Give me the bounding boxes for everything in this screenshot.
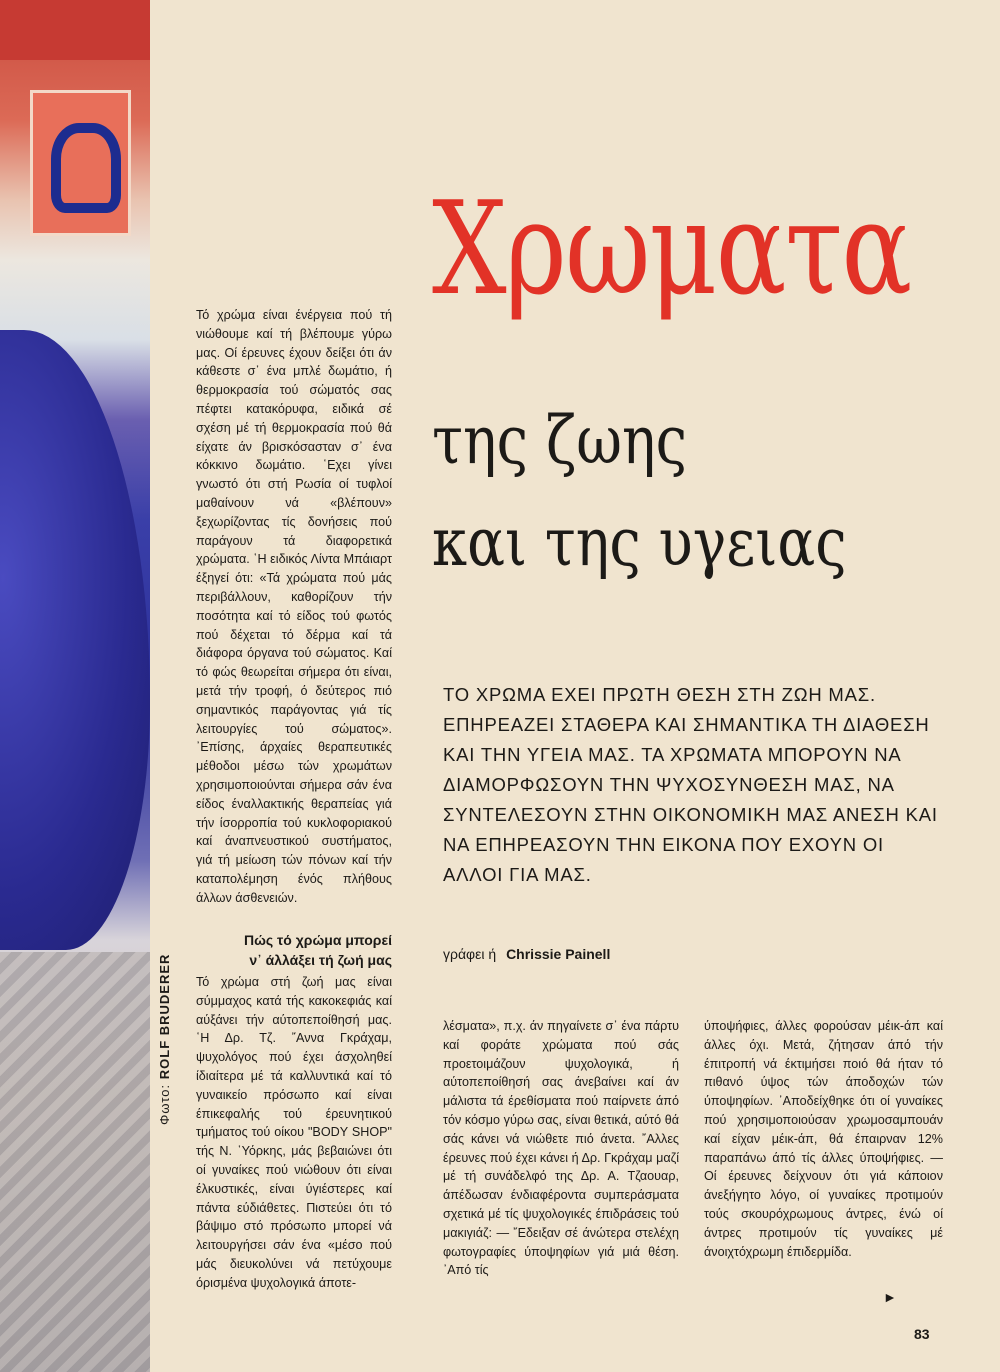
body-column-1b: Τό χρώμα στή ζωή μας είναι σύμμαχος κατά τής κακοκεφιάς καί αύξάνει τήν αύτοπεποίθησή μας. ῾Η Δρ. Τζ. ῎Αννα Γκράχαμ, ψυχολόγος πού έχει άσχοληθεί ίδιαίτερα μέ τά καλλυντικά καί τό γυναικείο πρόσωπο καί είναι έπικεφαλής τού έρευνητικού τμήματος τού οίκου "BODY SHOP" τής Ν. ῾Υόρκης, μάς βεβαιώνει ότι οί γυναίκες πού νιώθουν ότι είναι έλκυστικές, είναι ύγιέστερες καί πάντα εύδιάθετες. Πιστεύει ότι τό βάψιμο στό πρόσωπο μπορεί νά λειτουργήσει σάν ένα «μέσο πού μάς διευκολύνει νά πετύχουμε όρισμένα ψυχολογικά άποτε- (196, 975, 392, 1290)
photo-red-area (0, 0, 150, 60)
continue-arrow-icon: ► (883, 1289, 897, 1305)
photo-sign-mark (51, 123, 121, 213)
subhead-line1: Πώς τό χρώμα μπορεί (243, 932, 392, 948)
article-subtitle-line1: της ζωης (432, 402, 688, 479)
photo-sign (30, 90, 131, 236)
credit-prefix: Φωτο: (157, 1083, 172, 1125)
section-subhead (196, 930, 392, 970)
photo (0, 0, 150, 1372)
body-column-2: λέσματα», π.χ. άν πηγαίνετε σ᾿ ένα πάρτυ καί φοράτε χρώματα πού σάς προετοιμάζουν ψυχολογικά, ή αύτοπεποίθησή σας άνεβαίνει καί άν μάλιστα τά έρεθίσματα πού παίρνετε άπό τόν κόσμο γύρω σας, είναι θετικά, αύτό θά σάς κάνει νά νιώθετε πιό άνετα. ῎Αλλες έρευνες πού έχει κάνει ή Δρ. Γκράχαμ μαζί μέ τή συνάδελφό της Δρ. Α. Τζαουαρ, άπέδωσαν ένδιαφέροντα συμπεράσματα σχετικά μέ τίς ψυχολογικές έπιδράσεις τού μακιγιάζ: — ῎Εδειξαν σέ άνώτερα στελέχη φωτογραφίες ύποψηφίων γιά μιά θέση. ᾿Από τίς (443, 1019, 679, 1278)
photo-ground (0, 952, 150, 1372)
photo-blue-figure (0, 330, 150, 950)
body-column-3: ύποψήφιες, άλλες φορούσαν μέικ-άπ καί άλλες όχι. Μετά, ζήτησαν άπό τήν έπιτροπή νά έκτιμήσει ποιό θά ήταν τό πιθανό ύψος τών άποδοχών τών ύποψηφίων. ᾿Αποδείχθηκε ότι οί γυναίκες πού χρησιμοποιούσαν χρωμοσαμπουάν καί είχαν μέικ-άπ, θά έπαιρναν 12% παραπάνω άπό τίς άλλες ύποψήφιες. — Οί έρευνες δείχνουν ότι γιά κάποιον άνεξήγητο λόγο, οί γυναίκες προτιμούν τούς σκουρόχρωμους άντρες, ένώ οί άντρες προτιμούν τίς γυναίκες μέ άνοιχτόχρωμη έπιδερμίδα. (704, 1019, 943, 1259)
byline-prefix: γράφει ή (443, 946, 497, 962)
lead-paragraph: ΤΟ ΧΡΩΜΑ ΕΧΕΙ ΠΡΩΤΗ ΘΕΣΗ ΣΤΗ ΖΩΗ ΜΑΣ. ΕΠΗΡΕΑΖΕΙ ΣΤΑΘΕΡΑ ΚΑΙ ΣΗΜΑΝΤΙΚΑ ΤΗ ΔΙΑΘΕΣΗ ΚΑΙ ΤΗΝ ΥΓΕΙΑ ΜΑΣ. ΤΑ ΧΡΩΜΑΤΑ ΜΠΟΡΟΥΝ ΝΑ ΔΙΑΜΟΡΦΩΣΟΥΝ ΤΗΝ ΨΥΧΟΣΥΝΘΕΣΗ ΜΑΣ, ΝΑ ΣΥΝΤΕΛΕΣΟΥΝ ΣΤΗΝ ΟΙΚΟΝΟΜΙΚΗ ΜΑΣ ΑΝΕΣΗ ΚΑΙ ΝΑ ΕΠΗΡΕΑΣΟΥΝ ΤΗΝ ΕΙΚΟΝΑ ΠΟΥ ΕΧΟΥΝ ΟΙ ΑΛΛΟΙ ΓΙΑ ΜΑΣ. (443, 684, 938, 885)
body-column-1: Τό χρώμα είναι ένέργεια πού τή νιώθουμε καί τή βλέπουμε γύρω μας. Οί έρευνες έχουν δείξει ότι άν κάθεστε σ᾿ ένα μπλέ δωμάτιο, ή θερμοκρασία τού σώματός σας πέφτει κατακόρυφα, ειδικά σέ σχέση μέ τή θερμοκρασία πού θά είχατε άν βρισκόσασταν σ᾿ ένα κόκκινο δωμάτιο. ῾Εχει γίνει γνωστό ότι στή Ρωσία οί τυφλοί μαθαίνουν νά «βλέπουν» ξεχωρίζοντας τίς δονήσεις πού παράγουν τά διαφορετικά χρώματα. ῾Η ειδικός Λίντα Μπάιαρτ έξηγεί ότι: «Τά χρώματα πού μάς περιβάλλουν, καθορίζουν τήν ποσότητα καί τό είδος τού φωτός πού δέχεται τό δέρμα καί τά διάφορα όργανα τού σώματος. Καί τό φώς θεωρείται σήμερα ότι είναι, μετά τήν τροφή, ό δεύτερος πιό σημαντικός παράγοντας γιά τίς λειτουργίες τού σώματος». ᾿Επίσης, άρχαίες θεραπευτικές μέθοδοι μέσω τών χρωμάτων χρησιμοποιούνται σήμερα σάν ένα είδος έναλλακτικής θεραπείας γιά τήν ίσορροπία τού κυκλοφοριακού καί άναπνευστικού συστήματος, γιά τή μείωση τών πόνων καί τήν καταπολέμηση ένός πλήθους άλλων άσθενειών. (196, 308, 392, 905)
byline (443, 946, 610, 962)
page-number: 83 (914, 1326, 930, 1342)
subhead-line2: ν᾿ άλλάξει τή ζωή μας (249, 952, 392, 968)
photo-credit (157, 885, 177, 1125)
credit-name: ROLF BRUDERER (157, 953, 172, 1080)
article-title: Χρωματα (432, 175, 911, 324)
byline-author: Chrissie Painell (506, 946, 611, 962)
article-subtitle-line2: και της υγειας (432, 504, 847, 581)
